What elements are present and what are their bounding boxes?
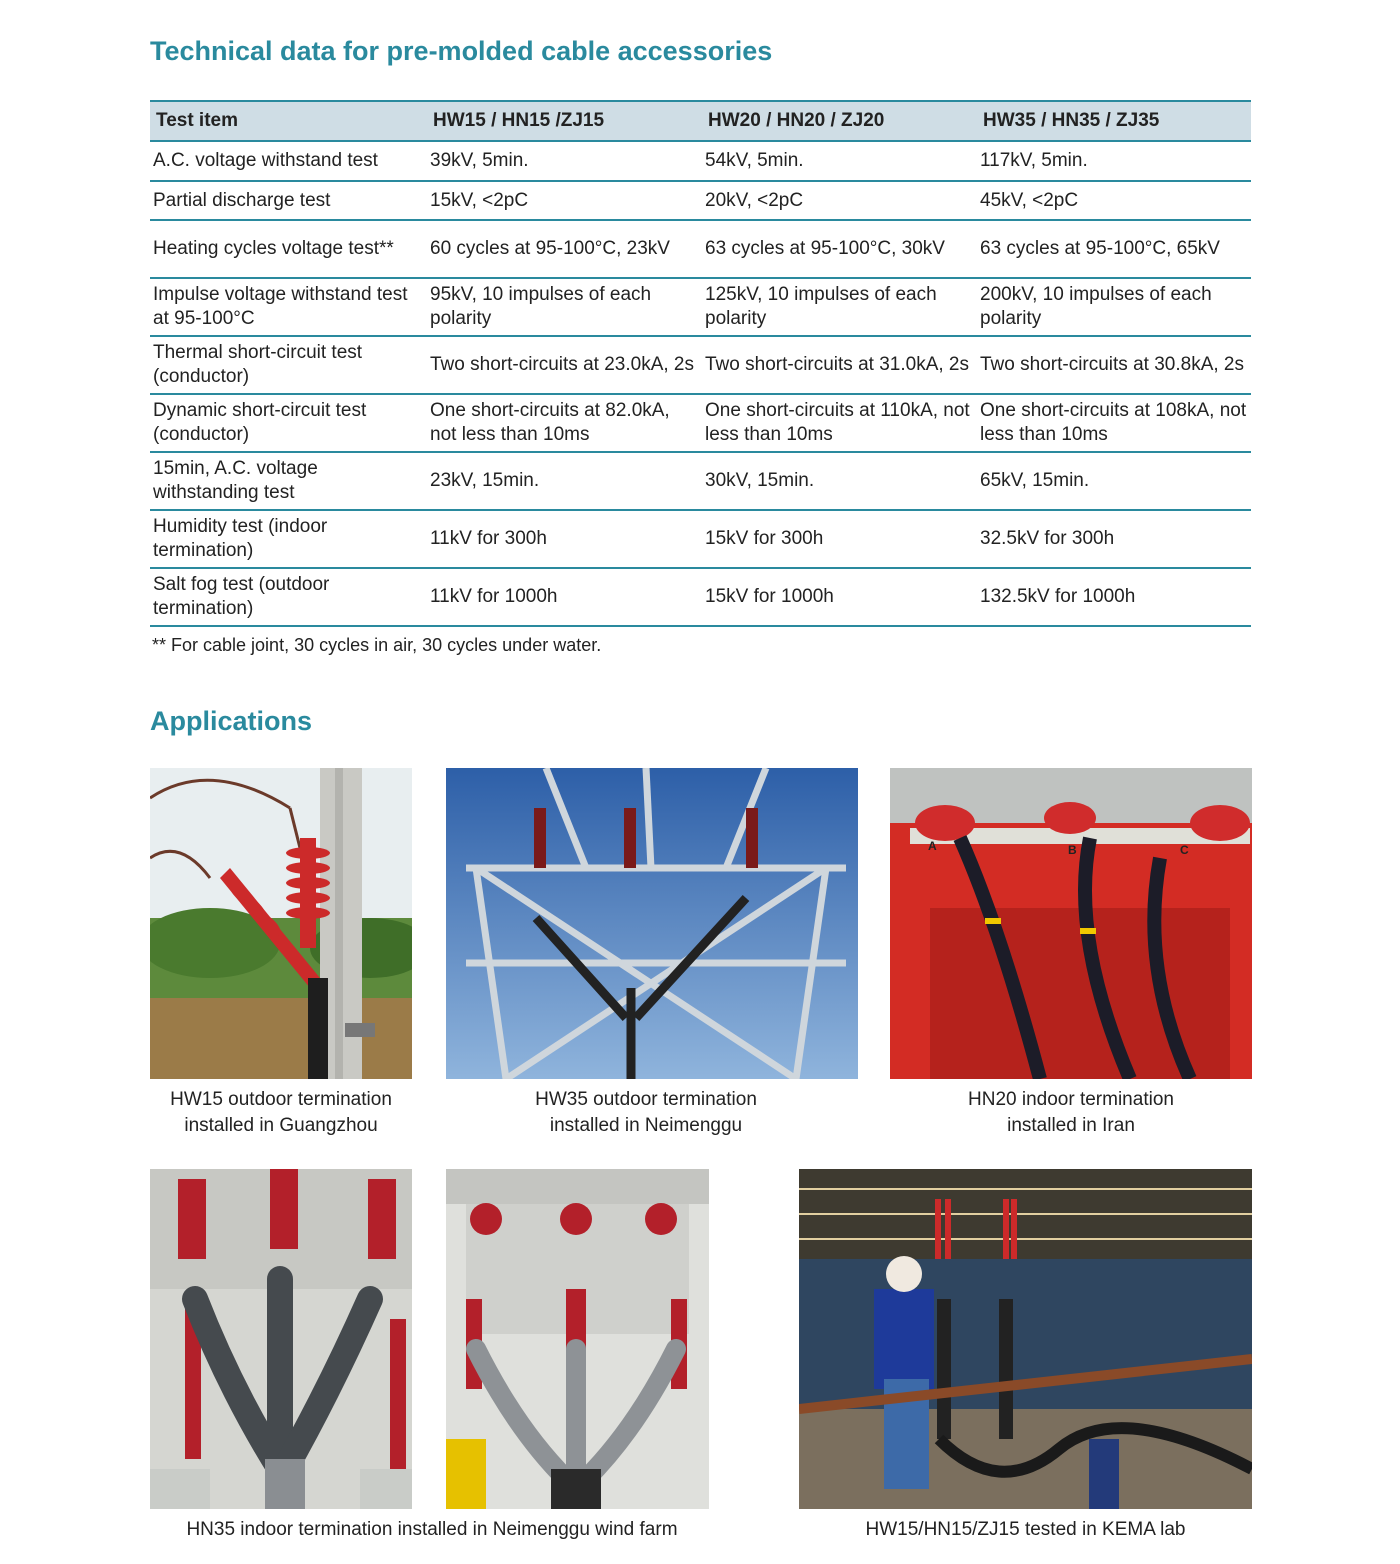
cell-value: 20kV, <2pC [702, 181, 977, 220]
phase-label-b: B [1068, 843, 1077, 857]
header-hw15: HW15 / HN15 /ZJ15 [427, 101, 702, 141]
cell-value: 23kV, 15min. [427, 452, 702, 510]
table-header-row [150, 101, 1251, 141]
cell-value: 65kV, 15min. [977, 452, 1251, 510]
cell-value: 15kV for 1000h [702, 568, 977, 626]
header-hw20: HW20 / HN20 / ZJ20 [702, 101, 977, 141]
cell-value: 45kV, <2pC [977, 181, 1251, 220]
photo-hn20-indoor-termination [890, 768, 1252, 1079]
cell-value: 63 cycles at 95-100°C, 30kV [702, 220, 977, 278]
cell-test-item: Thermal short-circuit test (conductor) [150, 336, 427, 394]
cell-test-item: Heating cycles voltage test** [150, 220, 427, 278]
cell-value: One short-circuits at 82.0kA, not less than 10ms [427, 394, 702, 452]
table-row [150, 278, 1251, 336]
table-row [150, 510, 1251, 568]
caption-line: HW15 outdoor termination [170, 1089, 392, 1110]
cell-value: 60 cycles at 95-100°C, 23kV [427, 220, 702, 278]
cell-test-item: Partial discharge test [150, 181, 427, 220]
caption-line: HN35 indoor termination installed in Neimenggu wind farm [186, 1519, 678, 1540]
table-row [150, 220, 1251, 278]
caption-photo-4 [150, 1517, 714, 1543]
cell-test-item: Dynamic short-circuit test (conductor) [150, 394, 427, 452]
cell-value: 117kV, 5min. [977, 141, 1251, 181]
technical-data-table [150, 100, 1251, 627]
table-row [150, 141, 1251, 181]
section-title-technical: Technical data for pre-molded cable accessories [150, 36, 773, 66]
table-row [150, 568, 1251, 626]
phase-label-c: C [1180, 843, 1189, 857]
caption-photo-1 [150, 1087, 412, 1139]
table-row [150, 181, 1251, 220]
cell-value: 39kV, 5min. [427, 141, 702, 181]
caption-line: HW35 outdoor termination [535, 1089, 757, 1110]
cell-value: 11kV for 300h [427, 510, 702, 568]
cell-value: 54kV, 5min. [702, 141, 977, 181]
cell-value: One short-circuits at 108kA, not less than 10ms [977, 394, 1251, 452]
cell-value: 15kV for 300h [702, 510, 977, 568]
cell-test-item: Humidity test (indoor termination) [150, 510, 427, 568]
cell-value: 125kV, 10 impulses of each polarity [702, 278, 977, 336]
cell-value: 63 cycles at 95-100°C, 65kV [977, 220, 1251, 278]
cell-value: 30kV, 15min. [702, 452, 977, 510]
cell-value: 95kV, 10 impulses of each polarity [427, 278, 702, 336]
cell-test-item: A.C. voltage withstand test [150, 141, 427, 181]
cell-test-item: 15min, A.C. voltage withstanding test [150, 452, 427, 510]
table-row [150, 394, 1251, 452]
photo-hn35-indoor-termination-left [150, 1169, 412, 1509]
caption-line: HW15/HN15/ZJ15 tested in KEMA lab [865, 1519, 1186, 1540]
caption-photo-5 [799, 1517, 1252, 1543]
header-test-item: Test item [150, 101, 427, 141]
caption-line: installed in Neimenggu [549, 1115, 743, 1136]
photo-hw35-outdoor-termination [446, 768, 858, 1079]
cell-value: 11kV for 1000h [427, 568, 702, 626]
photo-hw15-outdoor-termination [150, 768, 412, 1079]
caption-photo-2 [446, 1087, 846, 1139]
photo-hn35-indoor-termination-right [446, 1169, 709, 1509]
photo-kema-lab-test [799, 1169, 1252, 1509]
caption-line: HN20 indoor termination [968, 1089, 1174, 1110]
table-row [150, 452, 1251, 510]
caption-line: installed in Guangzhou [184, 1115, 378, 1136]
cell-value: 32.5kV for 300h [977, 510, 1251, 568]
cell-value: Two short-circuits at 31.0kA, 2s [702, 336, 977, 394]
cell-test-item: Salt fog test (outdoor termination) [150, 568, 427, 626]
table-footnote: ** For cable joint, 30 cycles in air, 30 cycles under water. [152, 635, 602, 655]
caption-line: installed in Iran [1007, 1115, 1135, 1136]
cell-value: 15kV, <2pC [427, 181, 702, 220]
cell-value: One short-circuits at 110kA, not less than 10ms [702, 394, 977, 452]
table-row [150, 336, 1251, 394]
cell-value: Two short-circuits at 23.0kA, 2s [427, 336, 702, 394]
cell-value: 200kV, 10 impulses of each polarity [977, 278, 1251, 336]
cell-test-item: Impulse voltage withstand test at 95-100°C [150, 278, 427, 336]
cell-value: 132.5kV for 1000h [977, 568, 1251, 626]
header-hw35: HW35 / HN35 / ZJ35 [977, 101, 1251, 141]
caption-photo-3 [890, 1087, 1252, 1139]
section-title-applications: Applications [150, 706, 313, 736]
cell-value: Two short-circuits at 30.8kA, 2s [977, 336, 1251, 394]
phase-label-a: A [928, 839, 937, 853]
